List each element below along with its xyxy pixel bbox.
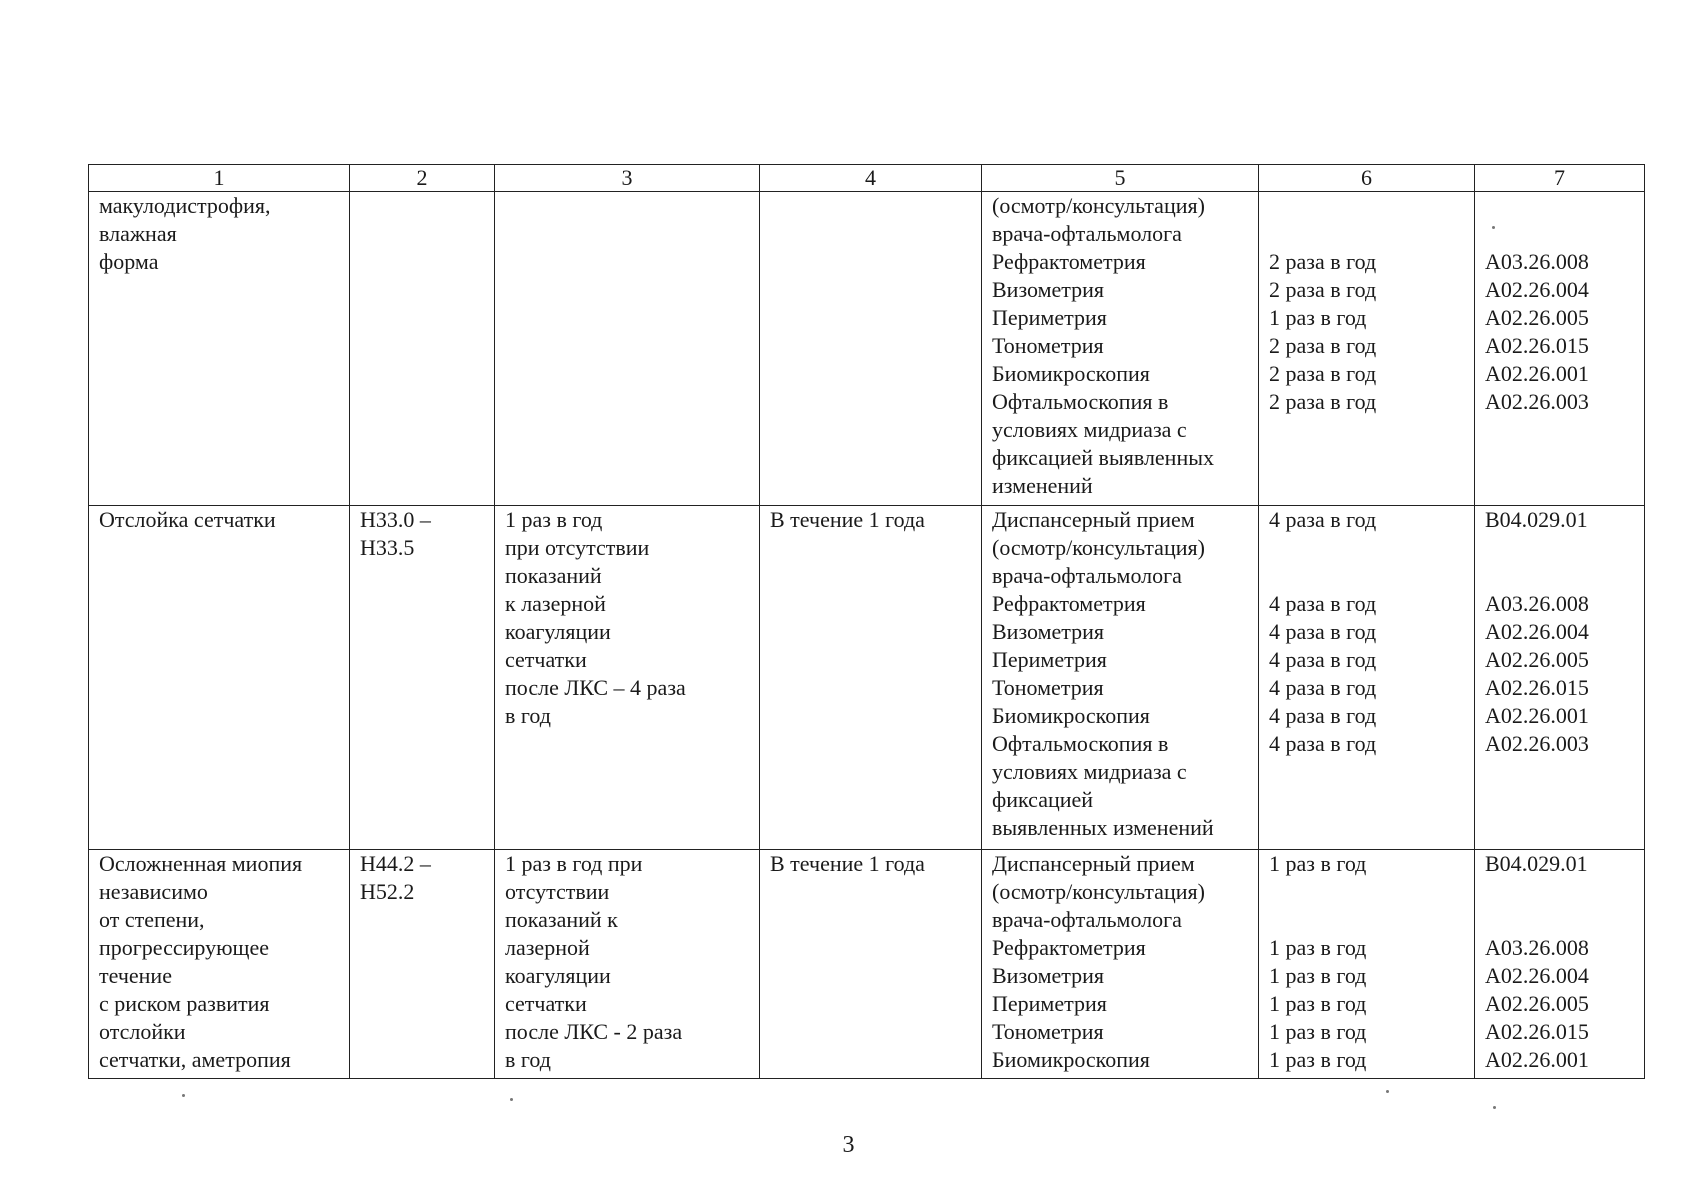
icd-code-cell: [350, 192, 495, 506]
cell-line: Рефрактометрия: [992, 591, 1146, 616]
cell-line: А02.26.005: [1485, 305, 1589, 330]
cell-line: А02.26.001: [1485, 361, 1589, 386]
column-header-7: 7: [1475, 165, 1645, 192]
cell-line: Отслойка сетчатки: [99, 507, 276, 532]
cell-line: коагуляции: [505, 963, 611, 988]
cell-line: условиях мидриаза с: [992, 417, 1187, 442]
cell-line: от степени,: [99, 907, 205, 932]
cell-line: Тонометрия: [992, 333, 1104, 358]
cell-line: (осмотр/консультация): [992, 193, 1205, 218]
scan-speck: [182, 1094, 185, 1097]
cell-line: В течение 1 года: [770, 507, 925, 532]
diagnosis-cell: [89, 506, 350, 850]
page-number: 3: [842, 1132, 855, 1158]
cell-line: А03.26.008: [1485, 935, 1589, 960]
cell-line: А02.26.005: [1485, 991, 1589, 1016]
cell-line: (осмотр/консультация): [992, 535, 1205, 560]
cell-line: А02.26.005: [1485, 647, 1589, 672]
scan-speck: [1386, 1090, 1389, 1093]
cell-line: условиях мидриаза с: [992, 759, 1187, 784]
cell-line: Рефрактометрия: [992, 935, 1146, 960]
cell-line: 2 раза в год: [1269, 277, 1377, 302]
cell-line: 4 раза в год: [1269, 703, 1377, 728]
cell-line: [1485, 562, 1634, 590]
cell-line: А02.26.015: [1485, 333, 1589, 358]
cell-line: А02.26.004: [1485, 963, 1589, 988]
cell-line: Диспансерный прием: [992, 851, 1195, 876]
cell-line: отсутствии: [505, 879, 610, 904]
diagnosis-cell: [89, 850, 350, 1079]
cell-line: выявленных изменений: [992, 815, 1214, 840]
dispensary-table: [88, 164, 1645, 1079]
cell-line: Н33.5: [360, 535, 415, 560]
cell-line: показаний к: [505, 907, 618, 932]
column-header-4: 4: [760, 165, 982, 192]
cell-line: врача-офтальмолога: [992, 221, 1182, 246]
cell-line: макулодистрофия,: [99, 193, 271, 218]
cell-line: показаний: [505, 563, 602, 588]
scan-speck: [1493, 1106, 1496, 1109]
cell-line: течение: [99, 963, 172, 988]
cell-line: врача-офтальмолога: [992, 563, 1182, 588]
cell-line: 4 раза в год: [1269, 507, 1377, 532]
cell-line: [1269, 220, 1464, 248]
frequency-cell: [495, 506, 760, 850]
cell-line: фиксацией: [992, 787, 1094, 812]
cell-line: после ЛКС - 2 раза: [505, 1019, 683, 1044]
cell-line: к лазерной: [505, 591, 606, 616]
cell-line: А02.26.004: [1485, 619, 1589, 644]
service-code-cell: [1475, 506, 1645, 850]
scan-speck: [510, 1098, 513, 1101]
cell-line: Биомикроскопия: [992, 703, 1150, 728]
cell-line: сетчатки: [505, 647, 587, 672]
duration-cell: [760, 192, 982, 506]
cell-line: Визометрия: [992, 619, 1105, 644]
cell-line: А02.26.003: [1485, 389, 1589, 414]
cell-line: 2 раза в год: [1269, 249, 1377, 274]
frequency-cell: [495, 850, 760, 1079]
cell-line: Офтальмоскопия в: [992, 731, 1169, 756]
cell-line: [1269, 192, 1464, 220]
cell-line: Тонометрия: [992, 675, 1104, 700]
cell-line: Осложненная миопия: [99, 851, 303, 876]
cell-line: В04.029.01: [1485, 851, 1588, 876]
cell-line: после ЛКС – 4 раза: [505, 675, 686, 700]
table-row: [89, 506, 1645, 850]
service-code-cell: [1475, 192, 1645, 506]
cell-line: В течение 1 года: [770, 851, 925, 876]
cell-line: 1 раз в год: [1269, 1019, 1367, 1044]
cell-line: 2 раза в год: [1269, 361, 1377, 386]
cell-line: 1 раз в год: [1269, 963, 1367, 988]
cell-line: Биомикроскопия: [992, 1047, 1150, 1072]
cell-line: 4 раза в год: [1269, 675, 1377, 700]
cell-line: 1 раз в год: [1269, 1047, 1367, 1072]
cell-line: В04.029.01: [1485, 507, 1588, 532]
cell-line: Периметрия: [992, 991, 1107, 1016]
cell-line: независимо: [99, 879, 208, 904]
cell-line: А03.26.008: [1485, 249, 1589, 274]
cell-line: сетчатки, аметропия: [99, 1047, 291, 1072]
cell-line: [1269, 878, 1464, 906]
cell-line: [1485, 192, 1634, 220]
procedure-frequency-cell: [1259, 192, 1475, 506]
cell-line: форма: [99, 249, 159, 274]
procedures-cell: [982, 850, 1259, 1079]
diagnosis-cell: [89, 192, 350, 506]
cell-line: [1485, 534, 1634, 562]
cell-line: (осмотр/консультация): [992, 879, 1205, 904]
cell-line: А03.26.008: [1485, 591, 1589, 616]
cell-line: изменений: [992, 473, 1093, 498]
column-header-1: 1: [89, 165, 350, 192]
scan-speck: [1492, 226, 1495, 229]
cell-line: 4 раза в год: [1269, 731, 1377, 756]
cell-line: А02.26.001: [1485, 703, 1589, 728]
cell-line: 1 раз в год: [505, 507, 603, 532]
cell-line: [1269, 562, 1464, 590]
cell-line: Офтальмоскопия в: [992, 389, 1169, 414]
cell-line: 1 раз в год: [1269, 851, 1367, 876]
cell-line: А02.26.004: [1485, 277, 1589, 302]
cell-line: А02.26.001: [1485, 1047, 1589, 1072]
table-row: [89, 850, 1645, 1079]
duration-cell: [760, 850, 982, 1079]
column-header-3: 3: [495, 165, 760, 192]
cell-line: А02.26.003: [1485, 731, 1589, 756]
procedures-cell: [982, 192, 1259, 506]
cell-line: 1 раз в год: [1269, 935, 1367, 960]
cell-line: при отсутствии: [505, 535, 650, 560]
cell-line: сетчатки: [505, 991, 587, 1016]
cell-line: Периметрия: [992, 647, 1107, 672]
cell-line: коагуляции: [505, 619, 611, 644]
cell-line: А02.26.015: [1485, 675, 1589, 700]
cell-line: 2 раза в год: [1269, 389, 1377, 414]
cell-line: Н52.2: [360, 879, 415, 904]
cell-line: 2 раза в год: [1269, 333, 1377, 358]
cell-line: [1485, 906, 1634, 934]
cell-line: Биомикроскопия: [992, 361, 1150, 386]
service-code-cell: [1475, 850, 1645, 1079]
cell-line: 1 раз в год: [1269, 991, 1367, 1016]
cell-line: 4 раза в год: [1269, 647, 1377, 672]
procedure-frequency-cell: [1259, 850, 1475, 1079]
table-header-row: [89, 165, 1645, 192]
cell-line: [1485, 878, 1634, 906]
cell-line: с риском развития: [99, 991, 270, 1016]
cell-line: [1485, 220, 1634, 248]
cell-line: прогрессирующее: [99, 935, 270, 960]
duration-cell: [760, 506, 982, 850]
cell-line: 4 раза в год: [1269, 619, 1377, 644]
column-header-2: 2: [350, 165, 495, 192]
procedures-cell: [982, 506, 1259, 850]
cell-line: отслойки: [99, 1019, 186, 1044]
icd-code-cell: [350, 506, 495, 850]
column-header-5: 5: [982, 165, 1259, 192]
cell-line: фиксацией выявленных: [992, 445, 1215, 470]
cell-line: в год: [505, 703, 551, 728]
cell-line: Н44.2 –: [360, 851, 431, 876]
cell-line: [1269, 534, 1464, 562]
cell-line: Визометрия: [992, 963, 1105, 988]
cell-line: 4 раза в год: [1269, 591, 1377, 616]
column-header-6: 6: [1259, 165, 1475, 192]
cell-line: Рефрактометрия: [992, 249, 1146, 274]
cell-line: А02.26.015: [1485, 1019, 1589, 1044]
procedure-frequency-cell: [1259, 506, 1475, 850]
icd-code-cell: [350, 850, 495, 1079]
table-row: [89, 192, 1645, 506]
cell-line: лазерной: [505, 935, 590, 960]
cell-line: Периметрия: [992, 305, 1107, 330]
frequency-cell: [495, 192, 760, 506]
cell-line: Визометрия: [992, 277, 1105, 302]
cell-line: врача-офтальмолога: [992, 907, 1182, 932]
cell-line: Н33.0 –: [360, 507, 431, 532]
cell-line: 1 раз в год при: [505, 851, 643, 876]
cell-line: [1269, 906, 1464, 934]
cell-line: Тонометрия: [992, 1019, 1104, 1044]
cell-line: в год: [505, 1047, 551, 1072]
cell-line: Диспансерный прием: [992, 507, 1195, 532]
cell-line: 1 раз в год: [1269, 305, 1367, 330]
cell-line: влажная: [99, 221, 177, 246]
